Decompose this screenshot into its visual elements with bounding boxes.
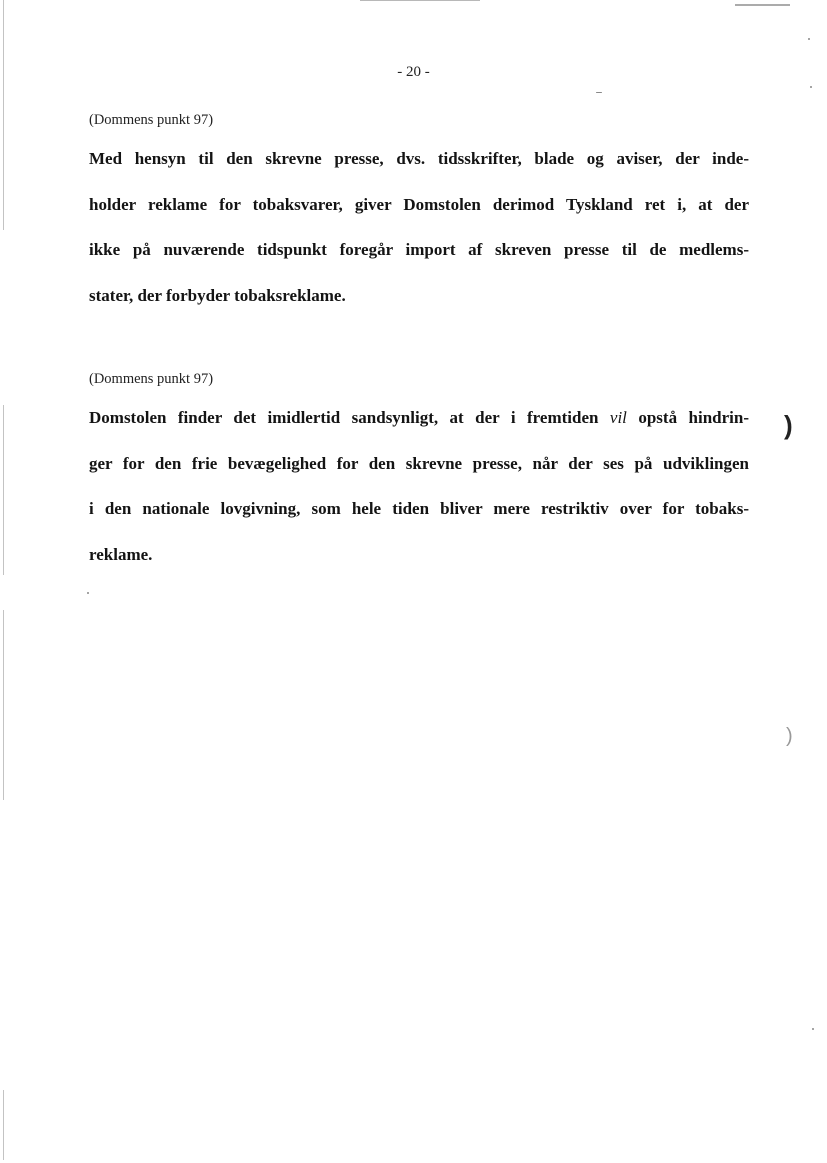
paragraph-line: i den nationale lovgivning, som hele tiden bliver mere restriktiv over for tobaks-	[89, 499, 749, 518]
scan-artifact-left-edge	[3, 405, 4, 575]
judgment-reference-2: (Dommens punkt 97)	[89, 371, 214, 387]
margin-bracket-mark: )	[784, 410, 793, 440]
scan-speck	[596, 92, 602, 93]
paragraph-line	[89, 395, 749, 441]
margin-bracket-mark-faint: )	[786, 725, 793, 747]
paragraph-text: opstå hindrin-	[626, 408, 749, 427]
scan-artifact-top	[360, 0, 480, 1]
page-number: - 20 -	[397, 64, 430, 80]
scan-speck	[87, 592, 89, 594]
scan-artifact-top-right	[735, 4, 790, 6]
scan-speck	[810, 86, 812, 88]
scan-speck	[808, 38, 810, 40]
paragraph-line: stater, der forbyder tobaksreklame.	[89, 285, 346, 305]
paragraph-line: ger for den frie bevægelighed for den skrevne presse, når der ses på udviklingen	[89, 453, 749, 473]
scan-artifact-left-edge	[3, 1090, 4, 1160]
paragraph-text: Domstolen finder det imidlertid sandsynligt, at der i fremtiden	[89, 408, 610, 427]
scan-artifact-left-edge	[3, 0, 4, 230]
paragraph-line: Med hensyn til den skrevne presse, dvs. tidsskrifter, blade og aviser, der inde-	[89, 149, 749, 168]
scan-speck	[812, 1028, 814, 1030]
paragraph-line: ikke på nuværende tidspunkt foregår import af skreven presse til de medlems-	[89, 240, 749, 259]
paragraph-line: holder reklame for tobaksvarer, giver Domstolen derimod Tyskland ret i, at der	[89, 194, 749, 214]
paragraph-1	[89, 136, 749, 318]
paragraph-line: reklame.	[89, 544, 153, 564]
emphasized-word: vil	[609, 408, 627, 427]
judgment-reference-1: (Dommens punkt 97)	[89, 112, 214, 128]
scan-artifact-left-edge	[3, 610, 4, 800]
paragraph-2	[89, 395, 749, 577]
